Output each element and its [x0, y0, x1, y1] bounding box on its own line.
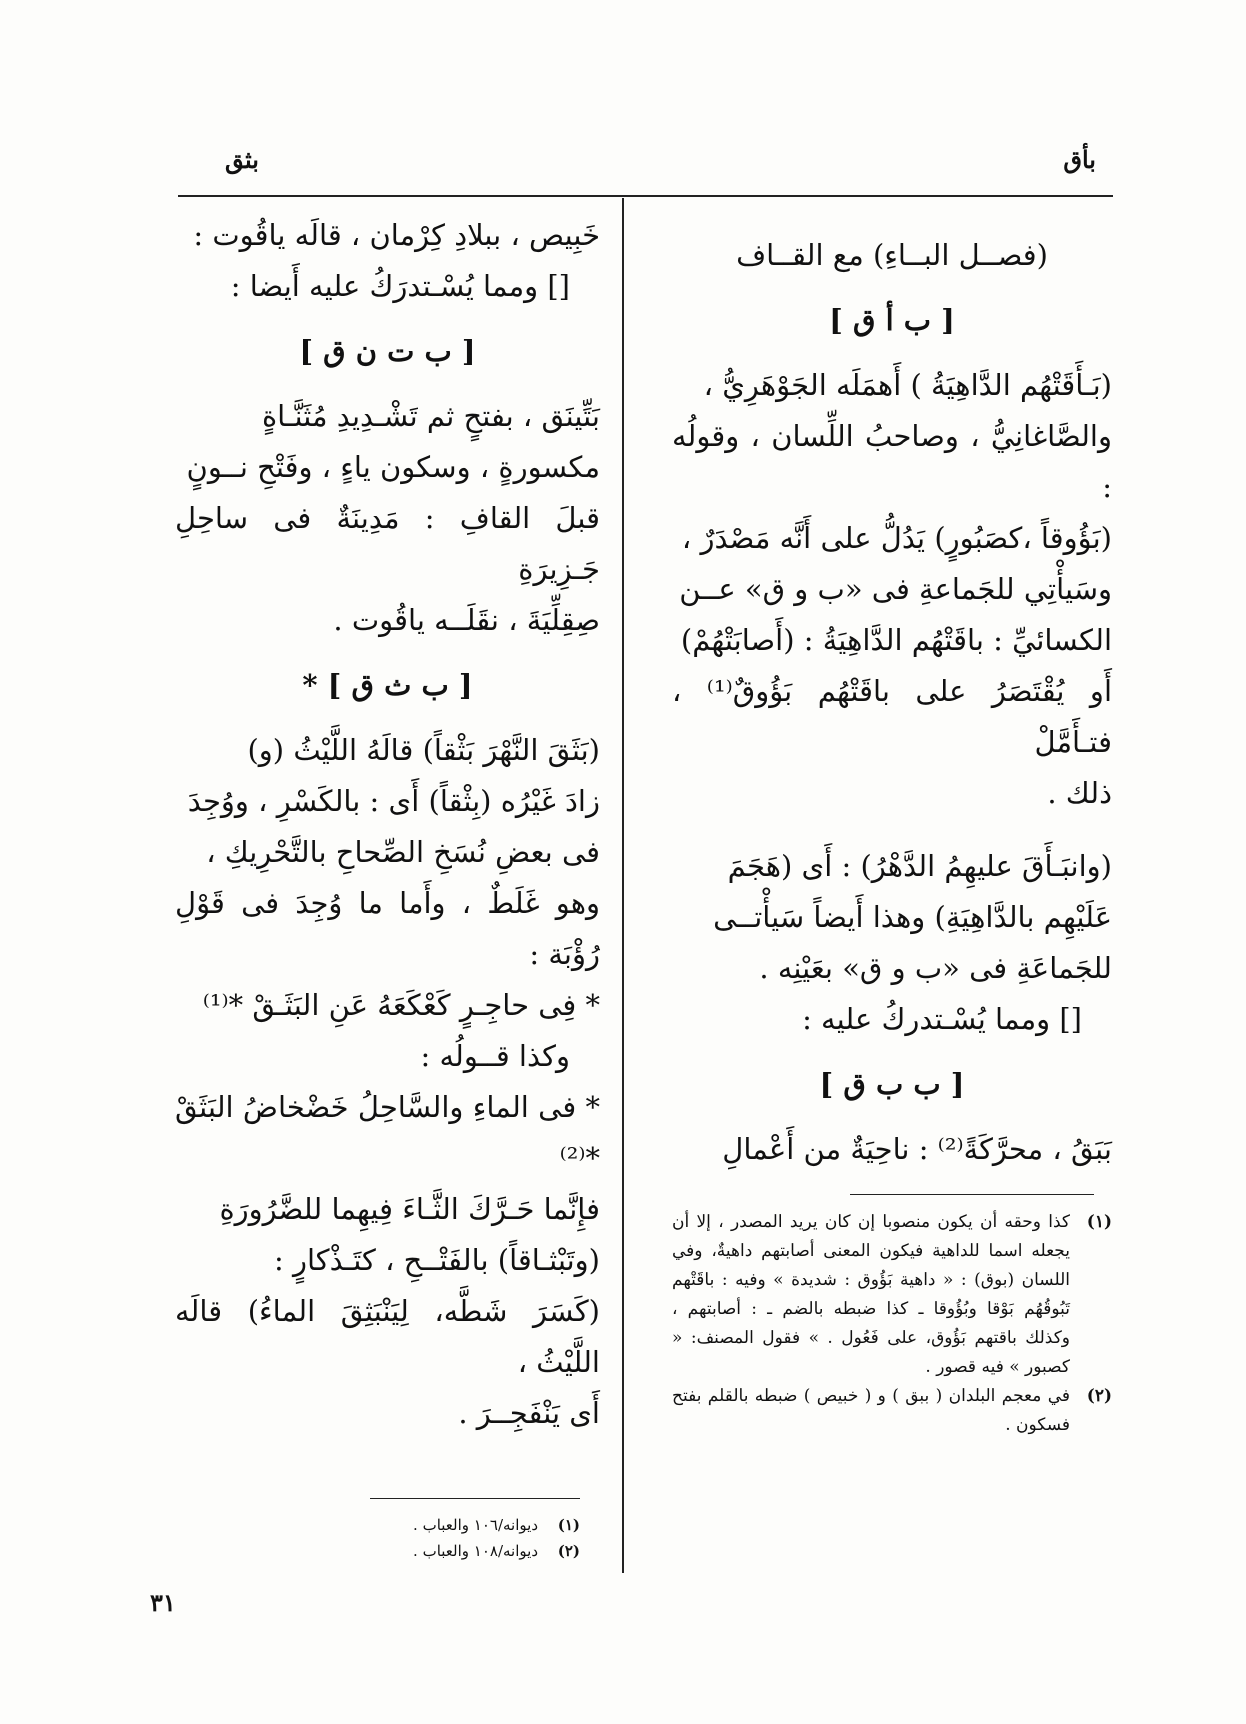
footnote-text: ديوانه/١٠٦ والعباب . — [413, 1516, 538, 1534]
verse-intro: وكذا قــولُه : — [420, 1039, 570, 1073]
text-line: ذلك . — [1047, 776, 1112, 810]
footnote-number: (٢) — [557, 1542, 580, 1560]
text-line: للجَماعَةِ فى «ب و ق» بعَيْنِه . — [759, 951, 1112, 985]
running-header-right: بأق — [1063, 145, 1096, 174]
footnote — [330, 1538, 580, 1564]
text-line: الكسائيِّ : باقَتْهُم الدَّاهِيَةُ : (أَصابَتْهُمْ) — [680, 623, 1112, 657]
text-line: أَو يُقْتَصَرُ على باقَتْهُم بَؤُوقٌ⁽¹⁾ ، فتـأَمَّلْ — [672, 674, 1112, 759]
text-line: فى بعضِ نُسَخِ الصِّحاحِ بالتَّحْرِيكِ ، — [206, 835, 600, 869]
footnote-number: (٢) — [1086, 1386, 1112, 1406]
section-title: (فصــل البــاءِ) مع القــاف — [736, 238, 1048, 272]
running-header-left: بثق — [225, 145, 259, 174]
text-line: زادَ غَيْرُه (بِثْقاً) أَى : بالكَسْرِ ، ووُجِدَ — [187, 784, 600, 818]
paragraph-gap — [672, 819, 1112, 841]
left-column — [175, 210, 600, 1439]
entry-babaq-text: بَبَقُ ، محرَّكَةً⁽²⁾ : ناحِيَةٌ من أَعْمالِ — [722, 1132, 1112, 1166]
footnote — [672, 1208, 1112, 1382]
footnote-number: (١) — [557, 1516, 580, 1534]
entry-heading-baq: [ ب أ ق ] — [829, 303, 955, 337]
addendum-note: [] ومما يُسْـتدرَكُ عليه أَيضا : — [230, 269, 570, 303]
footnote-number: (١) — [1086, 1212, 1112, 1232]
text-line: مكسورةٍ ، وسكون ياءٍ ، وفَتْحِ نــونٍ — [186, 450, 600, 484]
footnote-rule-right — [850, 1194, 1094, 1195]
text-line: وهو غَلَطٌ ، وأَما ما وُجِدَ فى قَوْلِ رُؤْبَة : — [175, 886, 600, 971]
text-line: صِقِلِّيَةَ ، نقَلَــه ياقُوت . — [333, 603, 600, 637]
entry-heading-babaq: [ ب ب ق ] — [819, 1067, 965, 1101]
entry-heading-batinq: [ ب ت ن ق ] — [299, 334, 476, 368]
entry-baq-paragraph-2 — [672, 841, 1112, 994]
verse-line: * فى الماءِ والسَّاحِلُ خَضْخاضُ البَثَقْ *⁽²⁾ — [175, 1090, 600, 1175]
text-line: (بَؤُوقاً ،كصَبُورٍ) يَدُلُّ على أَنَّه مَصْدَرٌ ، — [681, 521, 1112, 555]
text-line: (وانبَـأَقَ عليهِمُ الدَّهْرُ) : أَى (هَجَمَ — [727, 849, 1112, 883]
entry-bathaq-paragraph-2 — [175, 1184, 600, 1439]
verse-line: * فِى حاجِـرٍ كَعْكَعَهُ عَنِ البَثَـقْ *⁽¹⁾ — [202, 988, 600, 1022]
footnote — [330, 1512, 580, 1538]
text-line: أَى يَنْفَجِــرَ . — [458, 1396, 600, 1430]
text-line: (بَثَقَ النَّهْرَ بَثْقاً) قالَهُ اللَّيْثُ (و) — [247, 733, 600, 767]
text-line: (وتَبْثـاقاً) بالفَتْــحِ ، كتَـذْكارٍ : — [273, 1243, 600, 1277]
entry-heading-bathaq: [ ب ث ق ] * — [302, 668, 473, 702]
header-rule — [178, 195, 1113, 197]
entry-batinq-paragraph — [175, 391, 600, 646]
text-line: وسَيأْتِي للجَماعةِ فى «ب و ق» عــن — [679, 572, 1112, 606]
footnotes-right — [672, 1208, 1112, 1440]
footnote-text: في معجم البلدان ( ببق ) و ( خبيص ) ضبطه بالقلم بفتح فسكون . — [672, 1386, 1070, 1435]
text-line: والصَّاغانِيُّ ، وصاحبُ اللِّسان ، وقولُه : — [672, 419, 1112, 504]
footnote — [672, 1382, 1112, 1440]
footnote-rule-left — [370, 1498, 580, 1499]
column-divider — [622, 198, 624, 1573]
text-line: بَتِّينَق ، بفتحٍ ثم تَشْـدِيدِ مُثَنَّـاةٍ — [261, 399, 600, 433]
page-number: ٣١ — [150, 1588, 176, 1617]
text-line: (بَـأَقَتْهُم الدَّاهِيَةُ ) أَهمَلَه الجَوْهَرِيُّ ، — [703, 368, 1112, 402]
footnotes-left — [330, 1512, 580, 1564]
text-line: قبلَ القافِ : مَدِينَةٌ فى ساحِلِ جَـزِيرَةِ — [175, 501, 600, 586]
entry-bathaq-paragraph-1 — [175, 725, 600, 980]
right-column — [672, 230, 1112, 1175]
footnote-text: ديوانه/١٠٨ والعباب . — [413, 1542, 538, 1560]
text-line: فإِنَّما حَـرَّكَ الثَّـاءَ فِيهِما للضَّرُورَةِ — [219, 1192, 600, 1226]
entry-baq-paragraph-1 — [672, 360, 1112, 819]
text-line: عَلَيْهِم بالدَّاهِيَةِ) وهذا أَيضاً سَيأْتــى — [713, 900, 1112, 934]
addendum-note: [] ومما يُسْـتدركُ عليه : — [802, 1002, 1082, 1036]
footnote-text: كذا وحقه أن يكون منصوبا إن كان يريد المصدر ، إلا أن يجعله اسما للداهية فيكون المعنى أصابتهم داهيةٌ، وفي اللسان (بوق) : « داهية بَؤُوق : شديدة » وفيه : باقَتْهم تَبُوقُهُم بَوْقا وبُؤُوقا ـ كذا ضبطه بالضم ـ : أصابتهم ، وكذلك باقتهم بَؤُوق، على فَعُول . » فقول المصنف: « كصبور » فيه قصور . — [672, 1212, 1070, 1377]
text-line: (كَسَرَ شَطَّه، لِيَنْبَثِقَ الماءُ) قالَه اللَّيْثُ ، — [175, 1294, 600, 1379]
continued-text-line: خَبِيص ، ببلادِ كِرْمان ، قالَه ياقُوت : — [193, 218, 600, 252]
